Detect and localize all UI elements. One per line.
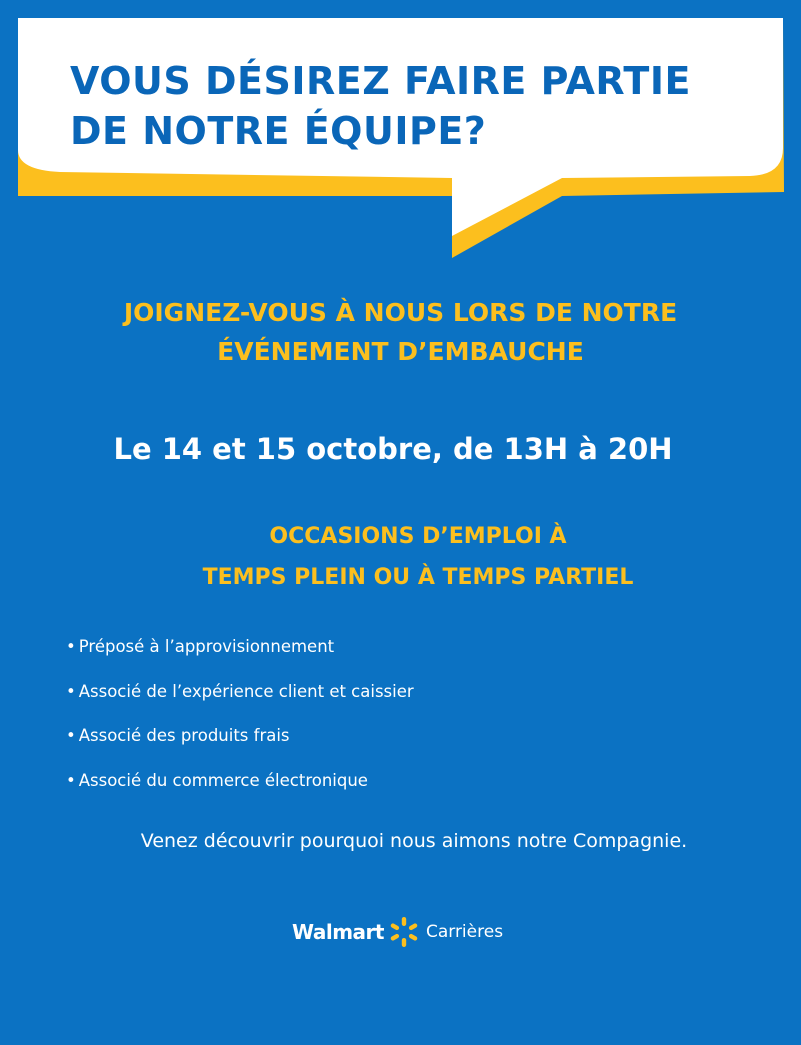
occasions-line-1: OCCASIONS D’EMPLOI À — [269, 524, 567, 549]
headline — [70, 56, 750, 156]
event-subheading — [0, 293, 801, 371]
logo-brand: Walmart — [292, 920, 384, 944]
bullet: • — [66, 637, 76, 656]
job-list — [66, 636, 414, 814]
job-list-item — [66, 636, 414, 658]
headline-line-1: VOUS DÉSIREZ FAIRE PARTIE — [70, 59, 691, 103]
occasions-heading — [0, 516, 801, 598]
job-title: Associé du commerce électronique — [78, 770, 368, 790]
logo-careers: Carrières — [425, 922, 504, 942]
event-subheading-line-1: JOIGNEZ-VOUS À NOUS LORS DE NOTRE — [123, 298, 678, 327]
job-list-item — [66, 681, 414, 703]
walmart-careers-logo — [292, 914, 503, 950]
bullet: • — [66, 770, 76, 790]
event-date: Le 14 et 15 octobre, de 13H à 20H — [113, 432, 673, 466]
bullet: • — [66, 726, 76, 745]
headline-line-2: DE NOTRE ÉQUIPE? — [70, 109, 487, 153]
job-list-item — [66, 770, 414, 792]
tagline: Venez découvrir pourquoi nous aimons notre Compagnie. — [140, 830, 688, 852]
job-title: Préposé à l’approvisionnement — [78, 637, 335, 656]
job-title: Associé des produits frais — [78, 726, 290, 745]
event-subheading-line-2: ÉVÉNEMENT D’EMBAUCHE — [217, 337, 584, 366]
job-title: Associé de l’expérience client et caissier — [78, 681, 414, 701]
occasions-line-2: TEMPS PLEIN OU À TEMPS PARTIEL — [202, 565, 634, 590]
job-list-item — [66, 725, 414, 747]
bullet: • — [66, 681, 76, 701]
walmart-spark-icon — [388, 916, 420, 948]
